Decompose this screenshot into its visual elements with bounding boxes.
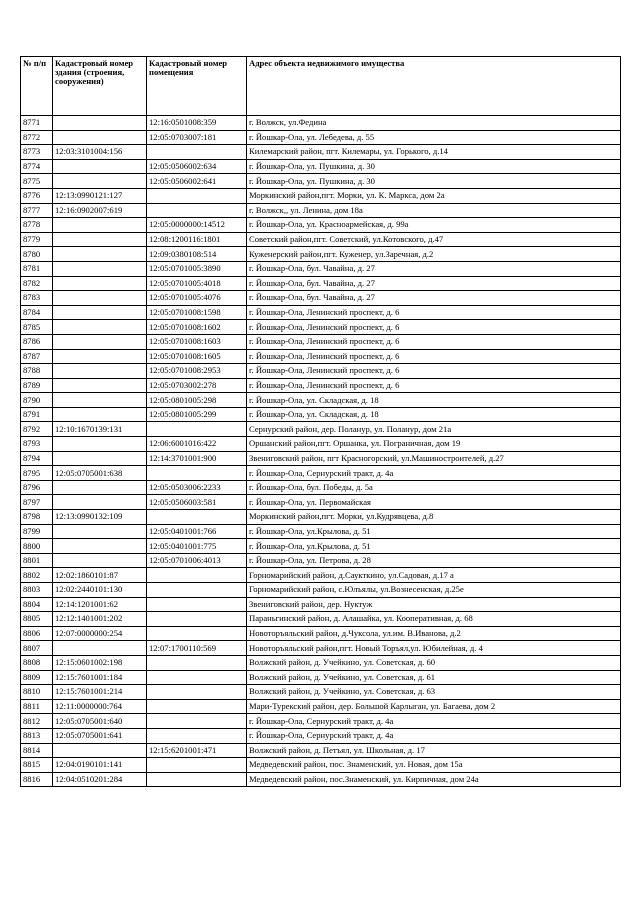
cell-address: Горномарийский район, д.Саукткино, ул.Садовая, д.17 а — [247, 568, 621, 583]
cell-address: г. Йошкар-Ола, Ленинский проспект, д. 6 — [247, 364, 621, 379]
table-row — [21, 130, 621, 145]
cell-building-cadastral: 12:16:0902007:619 — [53, 203, 147, 218]
cell-building-cadastral — [53, 305, 147, 320]
cell-building-cadastral — [53, 130, 147, 145]
cell-num: 8799 — [21, 524, 53, 539]
table-row — [21, 612, 621, 627]
cell-room-cadastral: 12:05:0703007:181 — [147, 130, 247, 145]
table-row — [21, 510, 621, 525]
table-row — [21, 203, 621, 218]
cell-num: 8786 — [21, 334, 53, 349]
cell-num: 8773 — [21, 145, 53, 160]
cell-building-cadastral: 12:11:0000000:764 — [53, 699, 147, 714]
cell-num: 8787 — [21, 349, 53, 364]
cell-room-cadastral — [147, 145, 247, 160]
table-row — [21, 597, 621, 612]
cell-building-cadastral: 12:15:7601001:184 — [53, 670, 147, 685]
cell-address: Новоторъяльский район,пгт. Новый Торъял,ул. Юбилейная, д. 4 — [247, 641, 621, 656]
table-row — [21, 743, 621, 758]
cell-num: 8812 — [21, 714, 53, 729]
cell-address: г. Йошкар-Ола, бул. Чавайна, д. 27 — [247, 276, 621, 291]
table-row — [21, 145, 621, 160]
cell-room-cadastral: 12:07:1700110:569 — [147, 641, 247, 656]
cell-room-cadastral — [147, 422, 247, 437]
cell-num: 8792 — [21, 422, 53, 437]
table-row — [21, 699, 621, 714]
cell-room-cadastral — [147, 466, 247, 481]
table-row — [21, 349, 621, 364]
table-row — [21, 539, 621, 554]
cell-address: Куженерский район,пгт. Куженер, ул.Заречная, д.2 — [247, 247, 621, 262]
cell-building-cadastral: 12:15:7601001:214 — [53, 685, 147, 700]
cell-address: г. Йошкар-Ола, Ленинский проспект, д. 6 — [247, 378, 621, 393]
cell-num: 8797 — [21, 495, 53, 510]
cell-address: г. Волжск,, ул. Ленина, дом 18а — [247, 203, 621, 218]
table-row — [21, 437, 621, 452]
cell-building-cadastral: 12:05:0705001:641 — [53, 728, 147, 743]
table-row — [21, 685, 621, 700]
cell-address: г. Йошкар-Ола, бул. Победы, д. 5а — [247, 480, 621, 495]
header-room-cadastral: Кадастровый номер помещения — [147, 57, 247, 116]
cell-num: 8811 — [21, 699, 53, 714]
cell-num: 8775 — [21, 174, 53, 189]
table-row — [21, 772, 621, 787]
cell-num: 8802 — [21, 568, 53, 583]
table-row — [21, 480, 621, 495]
cell-num: 8809 — [21, 670, 53, 685]
cell-num: 8783 — [21, 291, 53, 306]
cell-building-cadastral — [53, 407, 147, 422]
cell-num: 8772 — [21, 130, 53, 145]
cell-room-cadastral — [147, 626, 247, 641]
cell-num: 8813 — [21, 728, 53, 743]
cell-room-cadastral: 12:05:0401001:775 — [147, 539, 247, 554]
cell-address: Волжский район, д. Учейкино, ул. Советская, д. 61 — [247, 670, 621, 685]
cell-room-cadastral: 12:05:0801005:298 — [147, 393, 247, 408]
cell-num: 8778 — [21, 218, 53, 233]
cell-num: 8790 — [21, 393, 53, 408]
cell-building-cadastral — [53, 451, 147, 466]
cell-address: г. Йошкар-Ола, ул.Крылова, д. 51 — [247, 524, 621, 539]
cell-building-cadastral — [53, 539, 147, 554]
cell-address: Мари-Турекский район, дер. Большой Карлыган, ул. Багаева, дом 2 — [247, 699, 621, 714]
cell-room-cadastral — [147, 583, 247, 598]
cell-room-cadastral — [147, 714, 247, 729]
cell-building-cadastral — [53, 349, 147, 364]
cell-building-cadastral — [53, 553, 147, 568]
cell-room-cadastral — [147, 510, 247, 525]
cell-building-cadastral — [53, 261, 147, 276]
cell-building-cadastral — [53, 320, 147, 335]
cell-room-cadastral: 12:14:3701001:900 — [147, 451, 247, 466]
cell-num: 8807 — [21, 641, 53, 656]
cell-num: 8803 — [21, 583, 53, 598]
cell-room-cadastral: 12:08:1200116:1801 — [147, 232, 247, 247]
cell-building-cadastral — [53, 393, 147, 408]
cell-num: 8784 — [21, 305, 53, 320]
cell-room-cadastral — [147, 188, 247, 203]
table-row — [21, 276, 621, 291]
cell-building-cadastral — [53, 218, 147, 233]
cell-num: 8780 — [21, 247, 53, 262]
cell-room-cadastral: 12:09:0380108:514 — [147, 247, 247, 262]
table-row — [21, 524, 621, 539]
cell-address: г. Йошкар-Ола, ул. Первомайская — [247, 495, 621, 510]
cell-room-cadastral — [147, 612, 247, 627]
cell-num: 8777 — [21, 203, 53, 218]
cell-room-cadastral: 12:05:0506003:581 — [147, 495, 247, 510]
cell-address: Звениговский район, дер. Нуктуж — [247, 597, 621, 612]
cell-num: 8791 — [21, 407, 53, 422]
table-row — [21, 758, 621, 773]
cell-building-cadastral: 12:13:0990121:127 — [53, 188, 147, 203]
cell-num: 8774 — [21, 159, 53, 174]
cell-address: г. Йошкар-Ола, ул. Лебедева, д. 55 — [247, 130, 621, 145]
cell-address: г. Йошкар-Ола, Ленинский проспект, д. 6 — [247, 334, 621, 349]
table-row — [21, 393, 621, 408]
cell-num: 8806 — [21, 626, 53, 641]
cell-address: г. Йошкар-Ола, ул. Складская, д. 18 — [247, 393, 621, 408]
cell-address: г. Йошкар-Ола, ул. Петрова, д. 28 — [247, 553, 621, 568]
cell-num: 8789 — [21, 378, 53, 393]
cell-room-cadastral — [147, 655, 247, 670]
table-row — [21, 495, 621, 510]
cell-room-cadastral: 12:16:0501008:359 — [147, 116, 247, 131]
table-header — [21, 57, 621, 116]
table-row — [21, 553, 621, 568]
header-address: Адрес объекта недвижимого имущества — [247, 57, 621, 116]
cell-building-cadastral — [53, 334, 147, 349]
cell-building-cadastral — [53, 232, 147, 247]
cell-building-cadastral: 12:07:0000000:254 — [53, 626, 147, 641]
cell-building-cadastral: 12:12:1401001:202 — [53, 612, 147, 627]
table-row — [21, 116, 621, 131]
cell-address: г. Йошкар-Ола, ул. Пушкина, д. 30 — [247, 174, 621, 189]
cell-num: 8808 — [21, 655, 53, 670]
cell-num: 8804 — [21, 597, 53, 612]
cell-address: г. Йошкар-Ола, ул. Красноармейская, д. 99а — [247, 218, 621, 233]
cell-building-cadastral — [53, 276, 147, 291]
cell-num: 8776 — [21, 188, 53, 203]
cell-num: 8788 — [21, 364, 53, 379]
cell-address: г. Йошкар-Ола, ул.Крылова, д. 51 — [247, 539, 621, 554]
header-row — [21, 57, 621, 116]
cell-room-cadastral — [147, 568, 247, 583]
cell-num: 8785 — [21, 320, 53, 335]
cell-address: Килемарский район, пгт. Килемары, ул. Горького, д.14 — [247, 145, 621, 160]
cell-num: 8801 — [21, 553, 53, 568]
cell-address: Волжский район, д. Учейкино, ул. Советская, д. 63 — [247, 685, 621, 700]
cell-room-cadastral: 12:05:0701008:1598 — [147, 305, 247, 320]
cell-num: 8795 — [21, 466, 53, 481]
cell-building-cadastral: 12:15:0601002:198 — [53, 655, 147, 670]
cell-building-cadastral — [53, 524, 147, 539]
cell-address: Параньгинский район, д. Алашайка, ул. Кооперативная, д. 68 — [247, 612, 621, 627]
cell-building-cadastral — [53, 247, 147, 262]
cell-num: 8796 — [21, 480, 53, 495]
cell-room-cadastral: 12:05:0401001:766 — [147, 524, 247, 539]
table-row — [21, 641, 621, 656]
cell-building-cadastral: 12:03:3101004:156 — [53, 145, 147, 160]
table-row — [21, 568, 621, 583]
cell-room-cadastral: 12:05:0701005:4076 — [147, 291, 247, 306]
cell-room-cadastral: 12:05:0801005:299 — [147, 407, 247, 422]
cell-room-cadastral: 12:05:0701008:2953 — [147, 364, 247, 379]
cell-address: Горномарийский район, с.Юлъялы, ул.Вознесенская, д.25е — [247, 583, 621, 598]
cell-room-cadastral: 12:05:0701008:1605 — [147, 349, 247, 364]
cell-num: 8781 — [21, 261, 53, 276]
table-row — [21, 291, 621, 306]
cell-address: г. Йошкар-Ола, ул. Складская, д. 18 — [247, 407, 621, 422]
cell-address: г. Йошкар-Ола, Сернурский тракт, д. 4а — [247, 728, 621, 743]
table-row — [21, 159, 621, 174]
cell-building-cadastral — [53, 437, 147, 452]
table-row — [21, 320, 621, 335]
table-row — [21, 334, 621, 349]
cell-room-cadastral — [147, 758, 247, 773]
cell-building-cadastral — [53, 364, 147, 379]
cell-address: г. Йошкар-Ола, Сернурский тракт, д. 4а — [247, 714, 621, 729]
table-row — [21, 261, 621, 276]
table-row — [21, 305, 621, 320]
cell-num: 8798 — [21, 510, 53, 525]
cell-room-cadastral: 12:05:0503006:2233 — [147, 480, 247, 495]
cell-building-cadastral — [53, 743, 147, 758]
cell-num: 8814 — [21, 743, 53, 758]
cell-num: 8794 — [21, 451, 53, 466]
cell-address: Советский район,пгт. Советский, ул.Котовского, д.47 — [247, 232, 621, 247]
table-row — [21, 364, 621, 379]
cell-address: Звениговский район, пгт Красногорский, ул.Машиностроителей, д.27 — [247, 451, 621, 466]
cell-room-cadastral — [147, 772, 247, 787]
cell-building-cadastral — [53, 291, 147, 306]
cell-address: Оршанский район,пгт. Оршанка, ул. Пограничная, дом 19 — [247, 437, 621, 452]
cell-address: г. Йошкар-Ола, бул. Чавайна, д. 27 — [247, 261, 621, 276]
cell-building-cadastral — [53, 174, 147, 189]
cell-num: 8810 — [21, 685, 53, 700]
cell-room-cadastral — [147, 670, 247, 685]
cell-address: г. Йошкар-Ола, Сернурский тракт, д. 4а — [247, 466, 621, 481]
table-row — [21, 247, 621, 262]
cell-num: 8805 — [21, 612, 53, 627]
table-row — [21, 583, 621, 598]
cell-address: Моркинский район,пгт. Морки, ул.Кудрявцева, д.8 — [247, 510, 621, 525]
cell-num: 8815 — [21, 758, 53, 773]
cell-building-cadastral: 12:02:2440101:130 — [53, 583, 147, 598]
cell-building-cadastral: 12:04:0510201:284 — [53, 772, 147, 787]
cell-address: Новоторъяльский район, д.Чуксола, ул.им. В.Иванова, д.2 — [247, 626, 621, 641]
cell-building-cadastral: 12:13:0990132:109 — [53, 510, 147, 525]
cell-building-cadastral: 12:10:1670139:131 — [53, 422, 147, 437]
cell-room-cadastral: 12:05:0703002:278 — [147, 378, 247, 393]
cell-address: г. Йошкар-Ола, бул. Чавайна, д. 27 — [247, 291, 621, 306]
cell-address: Моркинский район,пгт. Морки, ул. К. Маркса, дом 2а — [247, 188, 621, 203]
table-row — [21, 451, 621, 466]
table-row — [21, 407, 621, 422]
cell-room-cadastral — [147, 203, 247, 218]
table-row — [21, 218, 621, 233]
table-row — [21, 670, 621, 685]
cell-address: Медведевский район, пос. Знаменский, ул. Новая, дом 15а — [247, 758, 621, 773]
table-row — [21, 378, 621, 393]
cell-address: Сернурский район, дер. Поланур, ул. Поланур, дом 21а — [247, 422, 621, 437]
cell-address: г. Йошкар-Ола, Ленинский проспект, д. 6 — [247, 305, 621, 320]
property-registry-table — [20, 56, 621, 787]
table-row — [21, 422, 621, 437]
cell-building-cadastral: 12:02:1860101:87 — [53, 568, 147, 583]
cell-building-cadastral: 12:05:0705001:638 — [53, 466, 147, 481]
cell-room-cadastral: 12:06:6001016:422 — [147, 437, 247, 452]
cell-room-cadastral: 12:05:0701006:4013 — [147, 553, 247, 568]
cell-building-cadastral — [53, 495, 147, 510]
cell-building-cadastral: 12:14:1201001:62 — [53, 597, 147, 612]
cell-room-cadastral: 12:05:0701008:1603 — [147, 334, 247, 349]
cell-room-cadastral: 12:05:0701005:3890 — [147, 261, 247, 276]
cell-room-cadastral: 12:05:0701008:1602 — [147, 320, 247, 335]
cell-num: 8816 — [21, 772, 53, 787]
cell-num: 8793 — [21, 437, 53, 452]
table-row — [21, 626, 621, 641]
table-row — [21, 714, 621, 729]
cell-num: 8771 — [21, 116, 53, 131]
table-row — [21, 188, 621, 203]
cell-room-cadastral: 12:15:6201001:471 — [147, 743, 247, 758]
cell-address: г. Йошкар-Ола, Ленинский проспект, д. 6 — [247, 349, 621, 364]
cell-address: г. Йошкар-Ола, Ленинский проспект, д. 6 — [247, 320, 621, 335]
cell-building-cadastral — [53, 641, 147, 656]
table-row — [21, 728, 621, 743]
table-row — [21, 174, 621, 189]
cell-address: г. Волжск, ул.Федина — [247, 116, 621, 131]
cell-building-cadastral — [53, 159, 147, 174]
cell-building-cadastral — [53, 480, 147, 495]
cell-room-cadastral: 12:05:0506002:634 — [147, 159, 247, 174]
cell-address: Медведевский район, пос.Знаменский, ул. Кирпичная, дом 24а — [247, 772, 621, 787]
cell-num: 8800 — [21, 539, 53, 554]
table-row — [21, 655, 621, 670]
cell-room-cadastral — [147, 728, 247, 743]
header-building-cadastral: Кадастровый номер здания (строения, сооружения) — [53, 57, 147, 116]
table-body — [21, 116, 621, 787]
cell-building-cadastral: 12:05:0705001:640 — [53, 714, 147, 729]
cell-num: 8782 — [21, 276, 53, 291]
cell-num: 8779 — [21, 232, 53, 247]
cell-room-cadastral: 12:05:0000000:14512 — [147, 218, 247, 233]
cell-building-cadastral — [53, 378, 147, 393]
cell-room-cadastral — [147, 699, 247, 714]
table-row — [21, 466, 621, 481]
cell-room-cadastral — [147, 685, 247, 700]
cell-address: г. Йошкар-Ола, ул. Пушкина, д. 30 — [247, 159, 621, 174]
cell-building-cadastral — [53, 116, 147, 131]
cell-building-cadastral: 12:04:0190101:141 — [53, 758, 147, 773]
cell-address: Волжский район, д. Учейкино, ул. Советская, д. 60 — [247, 655, 621, 670]
table-row — [21, 232, 621, 247]
cell-room-cadastral: 12:05:0506002:641 — [147, 174, 247, 189]
header-num: № п/п — [21, 57, 53, 116]
cell-room-cadastral: 12:05:0701005:4018 — [147, 276, 247, 291]
cell-room-cadastral — [147, 597, 247, 612]
cell-address: Волжский район, д. Петъял, ул. Школьная, д. 17 — [247, 743, 621, 758]
